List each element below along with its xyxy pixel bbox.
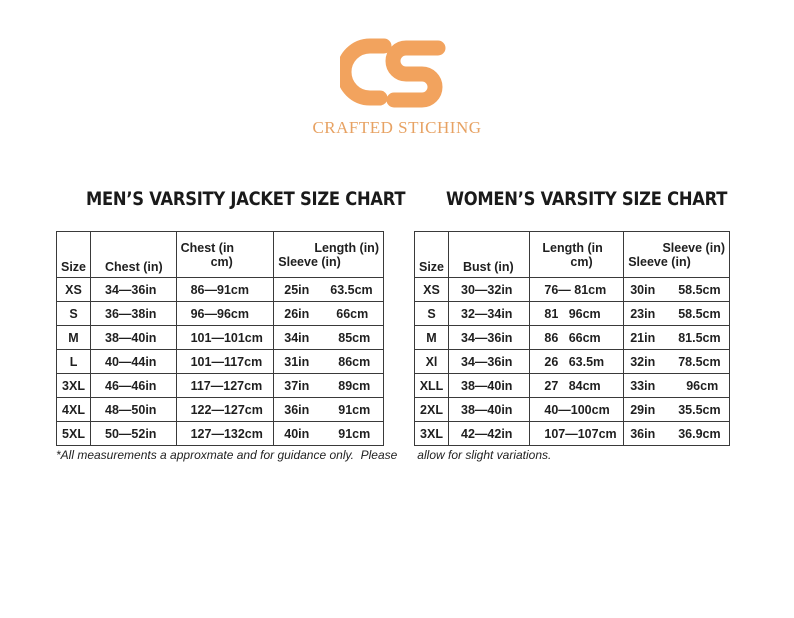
length-cell: 86 66cm — [530, 326, 624, 350]
sleeve-cell: 21in 81.5cm — [624, 326, 730, 350]
size-cell: Xl — [415, 350, 449, 374]
women-size-table — [414, 231, 730, 446]
chest-cell: 46—46in — [91, 374, 177, 398]
size-cell: S — [415, 302, 449, 326]
length-cell: 76— 81cm — [530, 278, 624, 302]
size-cell: 3XL — [57, 374, 91, 398]
sleeve-length-cell: 34in 85cm — [274, 326, 384, 350]
sleeve-length-cell: 25in 63.5cm — [274, 278, 384, 302]
women-col-size: Size — [415, 232, 449, 278]
bust-cell: 38—40in — [449, 374, 530, 398]
size-cell: XLL — [415, 374, 449, 398]
table-row — [57, 350, 384, 374]
size-cell: XS — [57, 278, 91, 302]
crafted-stiching-logo-icon — [340, 38, 450, 116]
men-col-length-sleeve: Length (in) Sleeve (in) — [274, 232, 384, 278]
table-row — [57, 302, 384, 326]
chest-cell: 50—52in — [91, 422, 177, 446]
men-header-row — [57, 232, 384, 278]
size-cell: XS — [415, 278, 449, 302]
chest-cell: 48—50in — [91, 398, 177, 422]
chest-cell: 34—36in — [91, 278, 177, 302]
men-col-chest: Chest (in) — [91, 232, 177, 278]
men-chart-title: MEN’S VARSITY JACKET SIZE CHART — [86, 188, 406, 210]
men-size-table — [56, 231, 384, 446]
table-row — [415, 326, 730, 350]
table-row — [415, 374, 730, 398]
size-cell: 4XL — [57, 398, 91, 422]
table-row — [415, 302, 730, 326]
sleeve-cell: 36in 36.9cm — [624, 422, 730, 446]
sleeve-length-cell: 40in 91cm — [274, 422, 384, 446]
bust-cell: 30—32in — [449, 278, 530, 302]
measurement-disclaimer: *All measurements a approxmate and for guidance only. Please allow for slight variations. — [56, 448, 552, 462]
length-cell: 107—107cm — [530, 422, 624, 446]
chest-cm-cell: 101—117cm — [176, 350, 274, 374]
length-cell: 40—100cm — [530, 398, 624, 422]
table-row — [57, 278, 384, 302]
size-cell: M — [415, 326, 449, 350]
table-row — [57, 422, 384, 446]
table-row — [415, 398, 730, 422]
bust-cell: 32—34in — [449, 302, 530, 326]
size-cell: 5XL — [57, 422, 91, 446]
chest-cell: 38—40in — [91, 326, 177, 350]
bust-cell: 34—36in — [449, 326, 530, 350]
length-cell: 26 63.5m — [530, 350, 624, 374]
chest-cm-cell: 86—91cm — [176, 278, 274, 302]
women-col-sleeve: Sleeve (in) Sleeve (in) — [624, 232, 730, 278]
sleeve-cell: 30in 58.5cm — [624, 278, 730, 302]
sleeve-length-cell: 36in 91cm — [274, 398, 384, 422]
sleeve-cell: 33in 96cm — [624, 374, 730, 398]
length-cell: 81 96cm — [530, 302, 624, 326]
sleeve-cell: 32in 78.5cm — [624, 350, 730, 374]
size-cell: S — [57, 302, 91, 326]
table-row — [415, 422, 730, 446]
men-col-size: Size — [57, 232, 91, 278]
table-row — [57, 326, 384, 350]
bust-cell: 38—40in — [449, 398, 530, 422]
length-cell: 27 84cm — [530, 374, 624, 398]
size-cell: 2XL — [415, 398, 449, 422]
bust-cell: 34—36in — [449, 350, 530, 374]
table-row — [57, 374, 384, 398]
chest-cm-cell: 122—127cm — [176, 398, 274, 422]
sleeve-length-cell: 26in 66cm — [274, 302, 384, 326]
chest-cm-cell: 101—101cm — [176, 326, 274, 350]
sleeve-length-cell: 31in 86cm — [274, 350, 384, 374]
sleeve-cell: 23in 58.5cm — [624, 302, 730, 326]
sleeve-length-cell: 37in 89cm — [274, 374, 384, 398]
bust-cell: 42—42in — [449, 422, 530, 446]
table-row — [415, 350, 730, 374]
women-col-length: Length (in cm) — [530, 232, 624, 278]
size-cell: 3XL — [415, 422, 449, 446]
women-col-bust: Bust (in) — [449, 232, 530, 278]
table-row — [415, 278, 730, 302]
brand-name: CRAFTED STICHING — [312, 118, 482, 137]
men-col-chest-cm: Chest (in cm) — [176, 232, 274, 278]
chest-cm-cell: 96—96cm — [176, 302, 274, 326]
chest-cm-cell: 117—127cm — [176, 374, 274, 398]
chest-cell: 40—44in — [91, 350, 177, 374]
size-cell: M — [57, 326, 91, 350]
chest-cm-cell: 127—132cm — [176, 422, 274, 446]
women-header-row — [415, 232, 730, 278]
women-chart-title: WOMEN’S VARSITY SIZE CHART — [446, 188, 728, 210]
size-cell: L — [57, 350, 91, 374]
sleeve-cell: 29in 35.5cm — [624, 398, 730, 422]
table-row — [57, 398, 384, 422]
chest-cell: 36—38in — [91, 302, 177, 326]
